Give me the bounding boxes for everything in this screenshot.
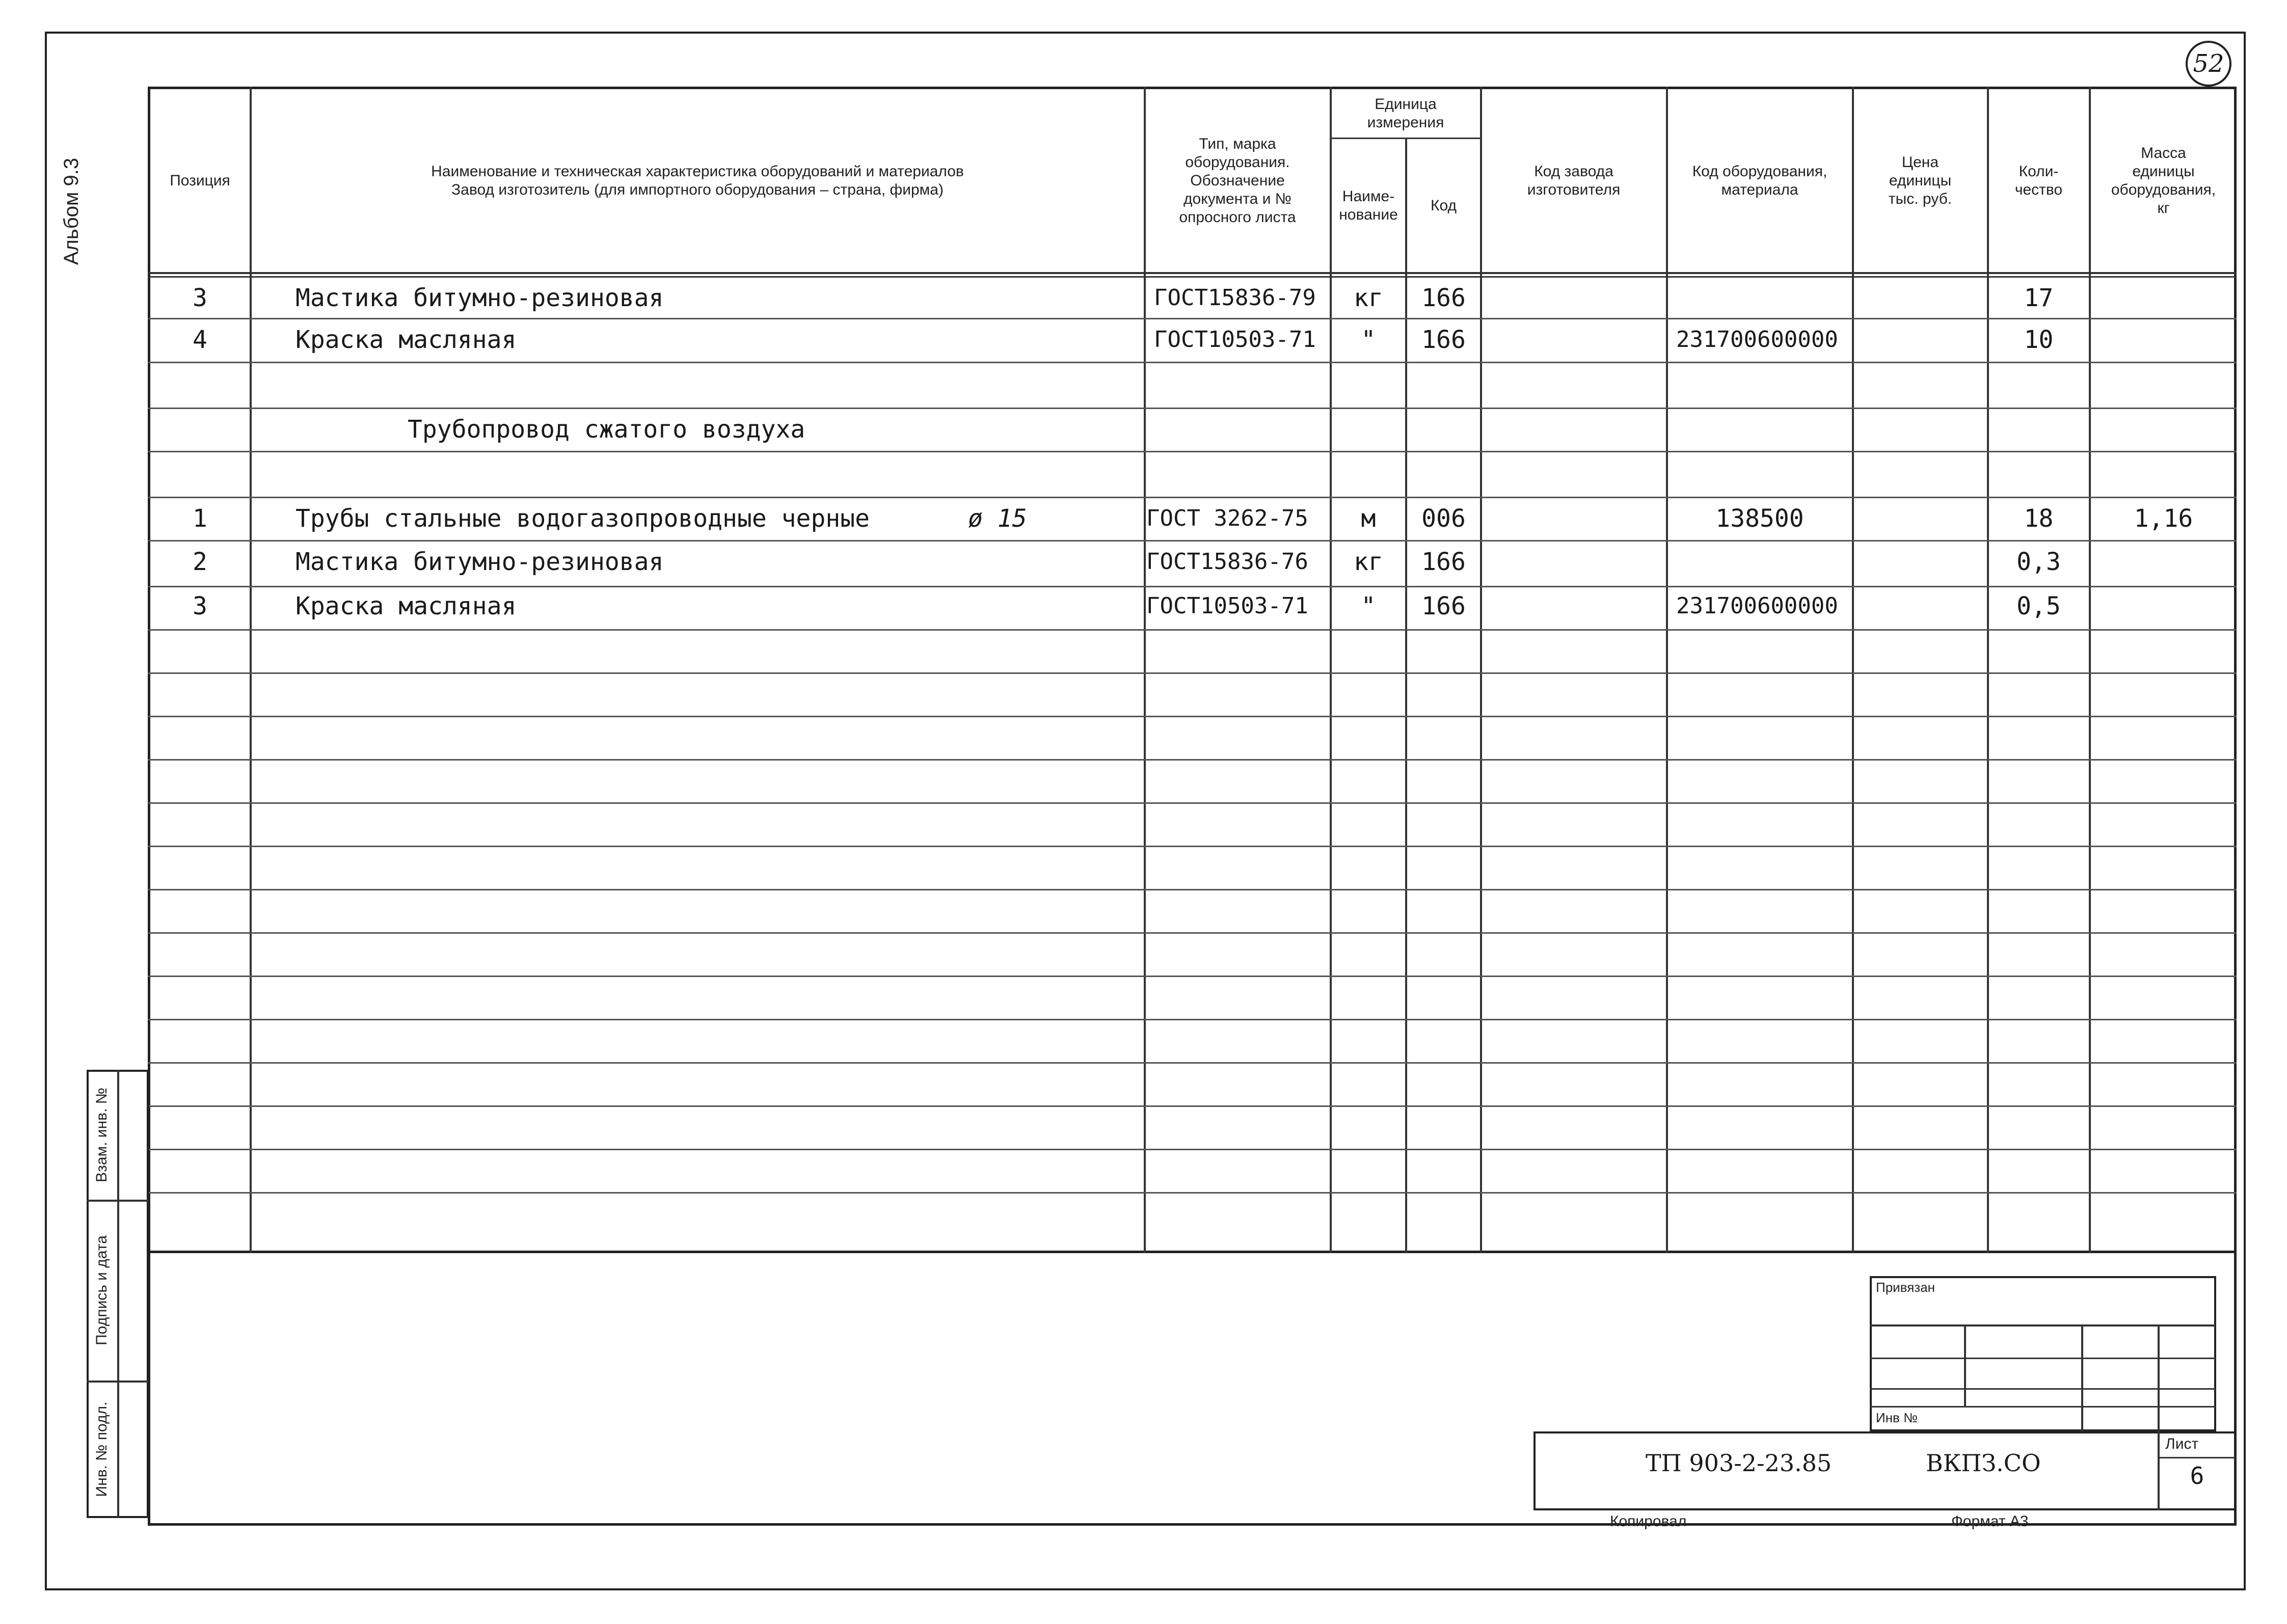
row-7-position: 2 [193,548,207,576]
row-8-code: 166 [1421,592,1466,620]
row-7-type: ГОСТ15836-76 [1146,549,1308,575]
row-8-type: ГОСТ10503-71 [1146,593,1308,619]
row-2-quantity: 10 [2024,326,2054,354]
row-6-diameter: ø 15 [968,504,1027,533]
side-stamp-inv: Инв. № подл. [93,1401,110,1497]
row-6-name: Трубы стальные водогазопроводные черные [295,504,870,533]
row-6-code: 006 [1421,504,1466,533]
row-8-name: Краска масляная [295,592,517,620]
row-6-equipment-code: 138500 [1715,504,1804,533]
header-mass: Масса единицы оборудования, кг [2111,145,2216,216]
row-1-type: ГОСТ15836-79 [1154,285,1316,311]
binding-block [1870,1276,2216,1431]
section-title: Трубопровод сжатого воздуха [408,415,805,444]
row-8-unit: " [1361,592,1376,620]
header-position: Позиция [170,172,230,189]
footer-format: Формат А3 [1951,1513,2029,1530]
row-2-unit: " [1361,326,1376,354]
row-1-position: 3 [193,284,207,312]
row-8-quantity: 0,5 [2016,592,2061,620]
sheet-number-circle [2186,41,2231,87]
row-7-code: 166 [1421,548,1466,576]
row-1-name: Мастика битумно-резиновая [295,284,664,312]
row-6-mass: 1,16 [2134,504,2193,533]
row-2-equipment-code: 231700600000 [1676,327,1838,353]
row-2-name: Краска масляная [295,326,517,354]
row-2-position: 4 [193,326,207,354]
sheet-value: 6 [2190,1462,2204,1490]
document-number: ТП 903-2-23.85 [1646,1449,1832,1477]
inventory-label: Инв № [1876,1410,1918,1425]
row-7-unit: кг [1354,548,1383,576]
album-label: Альбом 9.3 [60,157,83,265]
header-plant-code: Код завода изготовителя [1527,163,1621,198]
row-6-unit: м [1361,504,1376,533]
row-2-type: ГОСТ10503-71 [1154,327,1316,353]
row-1-unit: кг [1354,284,1383,312]
header-price: Цена единицы тыс. руб. [1888,154,1952,207]
header-equipment-code: Код оборудования, материала [1692,163,1827,198]
header-type: Тип, марка оборудования. Обозначение документа и № опросного листа [1179,136,1296,226]
header-unit-group: Единица измерения [1367,95,1444,131]
row-8-equipment-code: 231700600000 [1676,593,1838,619]
side-stamp-vzam: Взам. инв. № [93,1088,110,1182]
row-7-name: Мастика битумно-резиновая [295,548,664,576]
row-6-quantity: 18 [2024,504,2054,533]
row-2-code: 166 [1421,326,1466,354]
row-7-quantity: 0,3 [2016,548,2061,576]
sheet-label: Лист [2165,1436,2199,1452]
main-title-block [1533,1431,2237,1510]
side-stamp-podpis: Подпись и дата [93,1235,110,1345]
document-code: ВКПЗ.СО [1926,1449,2041,1477]
header-unit-code: Код [1430,197,1457,214]
row-1-quantity: 17 [2024,284,2054,312]
header-unit-name: Наиме- нование [1339,188,1398,223]
binding-label: Привязан [1876,1280,1935,1295]
row-8-position: 3 [193,592,207,620]
footer-copied: Копировал [1610,1513,1687,1530]
sheet-number-text: 52 [2193,49,2224,78]
row-6-position: 1 [193,504,207,533]
row-6-type: ГОСТ 3262-75 [1146,505,1308,531]
row-1-code: 166 [1421,284,1466,312]
header-quantity: Коли- чество [2014,163,2063,198]
header-name: Наименование и техническая характеристика оборудований и материалов Завод изготозитель (для импортного оборудования – страна, фирма) [431,163,964,198]
